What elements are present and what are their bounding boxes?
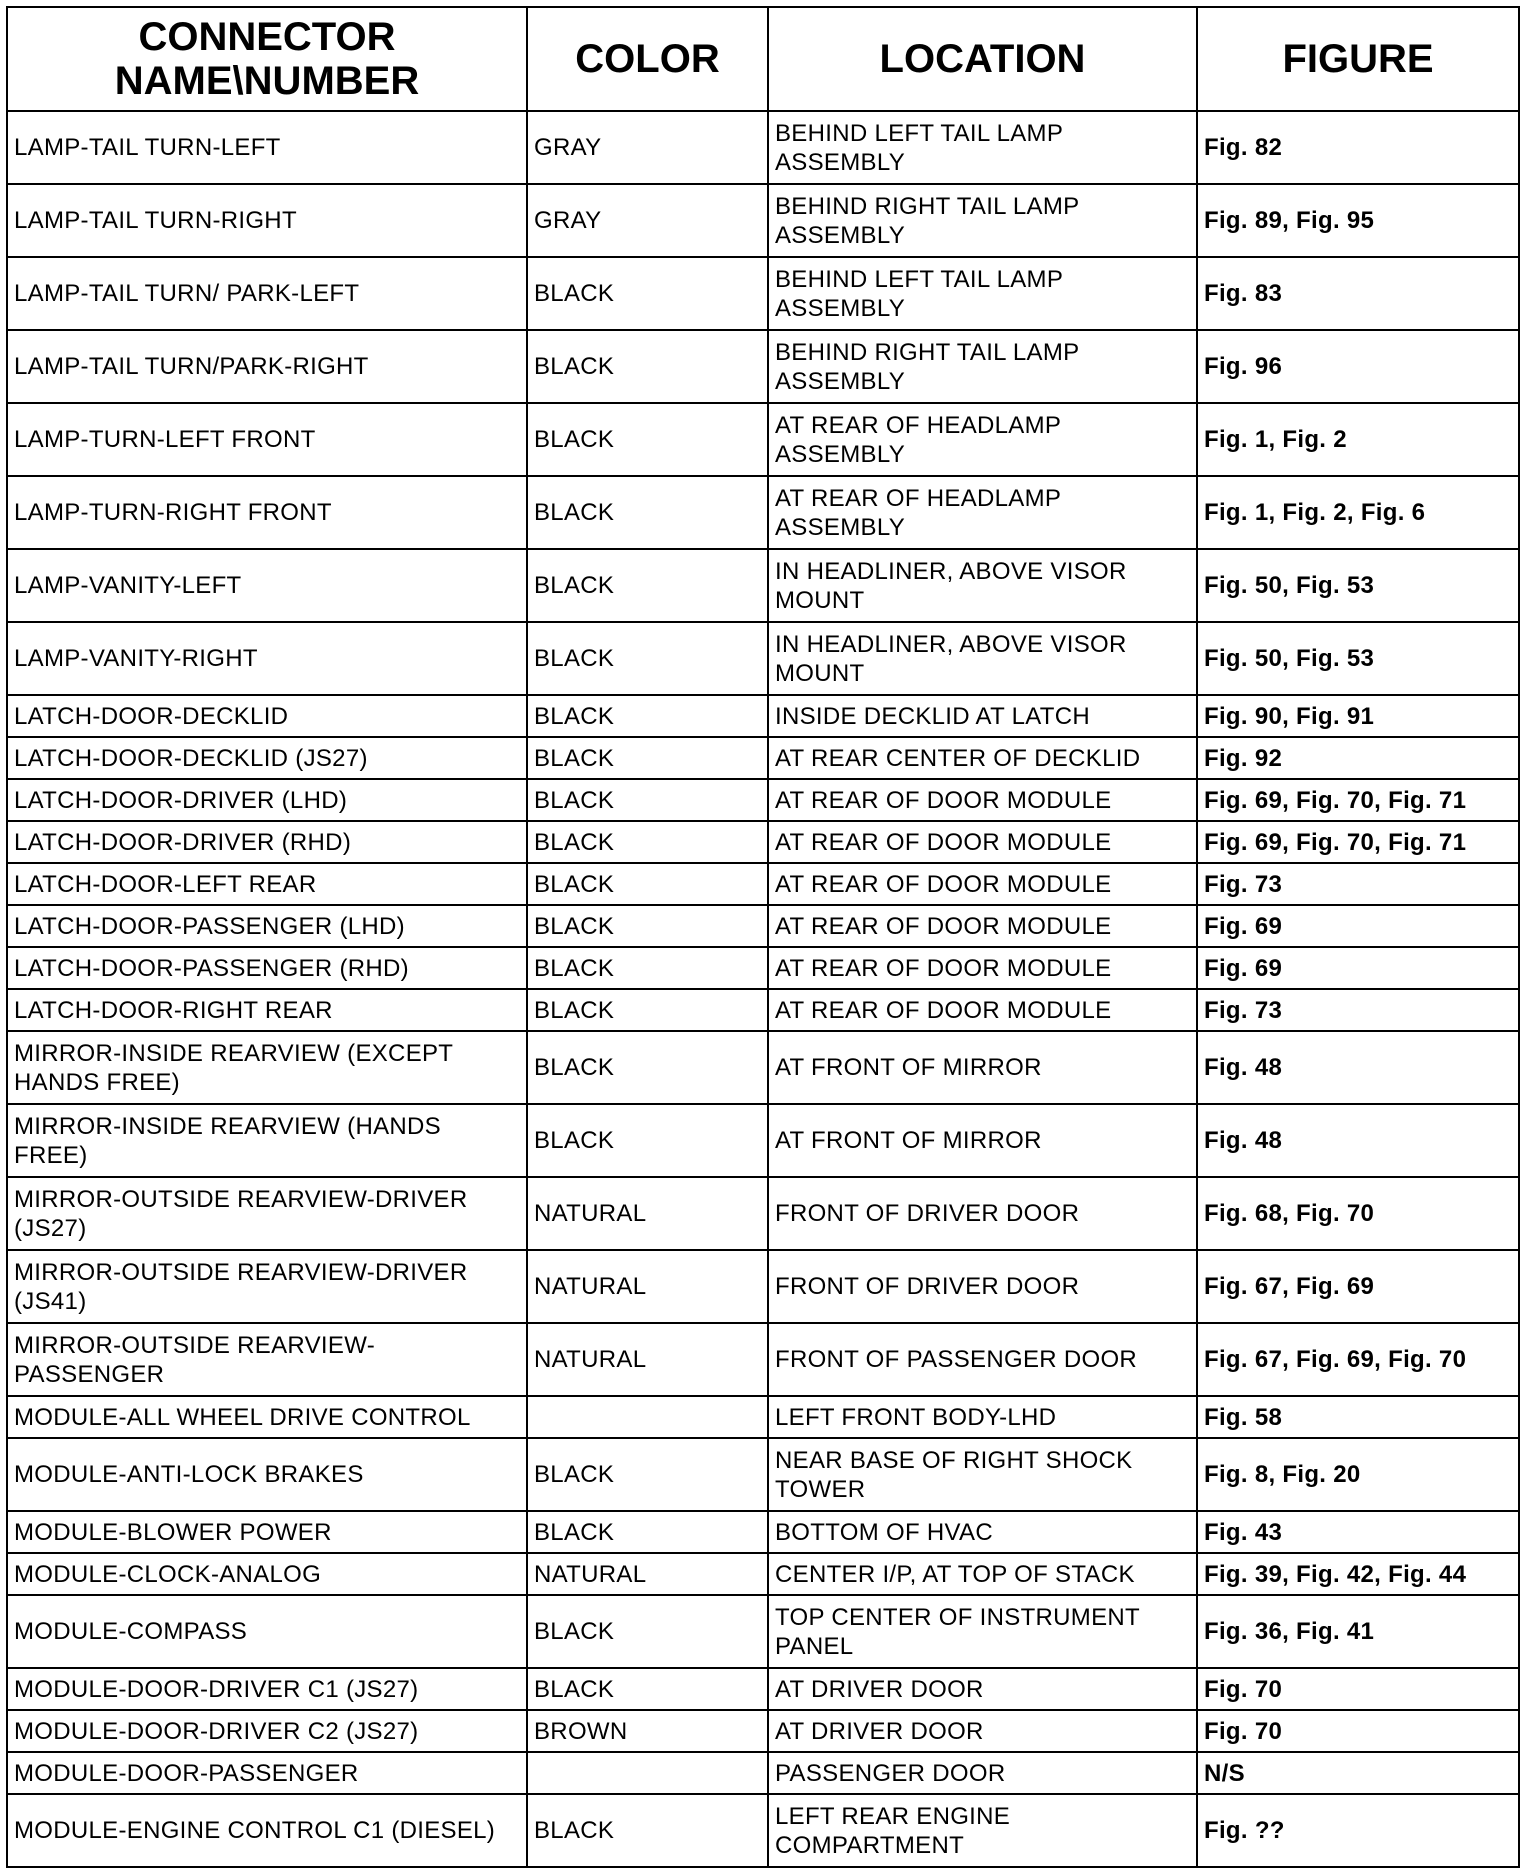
cell-color [527, 1396, 768, 1438]
cell-location: AT DRIVER DOOR [768, 1668, 1197, 1710]
cell-figure: Fig. 96 [1197, 330, 1519, 403]
cell-location: AT REAR OF DOOR MODULE [768, 863, 1197, 905]
cell-figure: Fig. 70 [1197, 1668, 1519, 1710]
cell-connector-name: MODULE-DOOR-PASSENGER [7, 1752, 527, 1794]
cell-color: BLACK [527, 1511, 768, 1553]
cell-figure: Fig. 69 [1197, 905, 1519, 947]
cell-figure: Fig. 1, Fig. 2 [1197, 403, 1519, 476]
table-row [7, 257, 1519, 330]
table-row [7, 184, 1519, 257]
cell-figure: Fig. 50, Fig. 53 [1197, 549, 1519, 622]
cell-connector-name: LATCH-DOOR-DRIVER (LHD) [7, 779, 527, 821]
cell-figure: Fig. 39, Fig. 42, Fig. 44 [1197, 1553, 1519, 1595]
cell-connector-name: LAMP-TAIL TURN-LEFT [7, 111, 527, 184]
cell-figure: Fig. 92 [1197, 737, 1519, 779]
table-row [7, 111, 1519, 184]
cell-connector-name: LATCH-DOOR-DECKLID [7, 695, 527, 737]
cell-location: FRONT OF DRIVER DOOR [768, 1177, 1197, 1250]
cell-figure: Fig. 73 [1197, 863, 1519, 905]
cell-connector-name: LAMP-VANITY-RIGHT [7, 622, 527, 695]
cell-location: TOP CENTER OF INSTRUMENT PANEL [768, 1595, 1197, 1668]
cell-color: BLACK [527, 403, 768, 476]
cell-color: BLACK [527, 1438, 768, 1511]
cell-figure: Fig. 89, Fig. 95 [1197, 184, 1519, 257]
cell-connector-name: LAMP-TURN-RIGHT FRONT [7, 476, 527, 549]
cell-color: BLACK [527, 737, 768, 779]
cell-color: BLACK [527, 549, 768, 622]
cell-color: GRAY [527, 111, 768, 184]
table-row [7, 947, 1519, 989]
table-row [7, 403, 1519, 476]
cell-connector-name: MODULE-ENGINE CONTROL C1 (DIESEL) [7, 1794, 527, 1867]
cell-location: AT REAR OF DOOR MODULE [768, 989, 1197, 1031]
cell-color: BLACK [527, 695, 768, 737]
cell-figure: Fig. 67, Fig. 69 [1197, 1250, 1519, 1323]
cell-connector-name: MODULE-BLOWER POWER [7, 1511, 527, 1553]
cell-location: BEHIND RIGHT TAIL LAMP ASSEMBLY [768, 184, 1197, 257]
cell-location: AT REAR OF DOOR MODULE [768, 905, 1197, 947]
cell-figure: Fig. 82 [1197, 111, 1519, 184]
cell-location: AT REAR OF HEADLAMP ASSEMBLY [768, 403, 1197, 476]
cell-connector-name: MODULE-CLOCK-ANALOG [7, 1553, 527, 1595]
cell-figure: Fig. 1, Fig. 2, Fig. 6 [1197, 476, 1519, 549]
table-row [7, 549, 1519, 622]
header-location: LOCATION [768, 7, 1197, 111]
cell-connector-name: MODULE-COMPASS [7, 1595, 527, 1668]
cell-location: NEAR BASE OF RIGHT SHOCK TOWER [768, 1438, 1197, 1511]
cell-color: BLACK [527, 1794, 768, 1867]
cell-color: NATURAL [527, 1553, 768, 1595]
cell-figure: Fig. ?? [1197, 1794, 1519, 1867]
table-row [7, 737, 1519, 779]
cell-location: LEFT FRONT BODY-LHD [768, 1396, 1197, 1438]
cell-connector-name: MIRROR-INSIDE REARVIEW (HANDS FREE) [7, 1104, 527, 1177]
cell-connector-name: MIRROR-INSIDE REARVIEW (EXCEPT HANDS FREE) [7, 1031, 527, 1104]
cell-location: AT FRONT OF MIRROR [768, 1104, 1197, 1177]
cell-location: FRONT OF PASSENGER DOOR [768, 1323, 1197, 1396]
cell-color: NATURAL [527, 1177, 768, 1250]
cell-connector-name: MIRROR-OUTSIDE REARVIEW-PASSENGER [7, 1323, 527, 1396]
cell-figure: Fig. 69, Fig. 70, Fig. 71 [1197, 821, 1519, 863]
cell-connector-name: MIRROR-OUTSIDE REARVIEW-DRIVER (JS27) [7, 1177, 527, 1250]
cell-color: BLACK [527, 330, 768, 403]
table-row [7, 863, 1519, 905]
cell-connector-name: LATCH-DOOR-LEFT REAR [7, 863, 527, 905]
cell-location: BEHIND LEFT TAIL LAMP ASSEMBLY [768, 257, 1197, 330]
header-color: COLOR [527, 7, 768, 111]
cell-figure: Fig. 50, Fig. 53 [1197, 622, 1519, 695]
table-row [7, 1177, 1519, 1250]
cell-location: BEHIND RIGHT TAIL LAMP ASSEMBLY [768, 330, 1197, 403]
cell-figure: Fig. 69 [1197, 947, 1519, 989]
cell-connector-name: MODULE-DOOR-DRIVER C2 (JS27) [7, 1710, 527, 1752]
cell-connector-name: MODULE-DOOR-DRIVER C1 (JS27) [7, 1668, 527, 1710]
header-figure: FIGURE [1197, 7, 1519, 111]
table-body [7, 111, 1519, 1867]
cell-color: BLACK [527, 476, 768, 549]
header-row [7, 7, 1519, 111]
cell-location: AT REAR OF DOOR MODULE [768, 779, 1197, 821]
cell-connector-name: LAMP-TURN-LEFT FRONT [7, 403, 527, 476]
cell-color: BLACK [527, 622, 768, 695]
cell-location: AT REAR OF DOOR MODULE [768, 821, 1197, 863]
cell-figure: Fig. 68, Fig. 70 [1197, 1177, 1519, 1250]
table-row [7, 1104, 1519, 1177]
table-row [7, 476, 1519, 549]
table-row [7, 1438, 1519, 1511]
cell-location: AT REAR OF DOOR MODULE [768, 947, 1197, 989]
cell-color: GRAY [527, 184, 768, 257]
cell-figure: Fig. 8, Fig. 20 [1197, 1438, 1519, 1511]
table-header [7, 7, 1519, 111]
cell-color: BLACK [527, 989, 768, 1031]
cell-figure: N/S [1197, 1752, 1519, 1794]
cell-connector-name: MODULE-ANTI-LOCK BRAKES [7, 1438, 527, 1511]
cell-figure: Fig. 48 [1197, 1104, 1519, 1177]
table-row [7, 1250, 1519, 1323]
cell-color: BLACK [527, 905, 768, 947]
cell-connector-name: LATCH-DOOR-RIGHT REAR [7, 989, 527, 1031]
cell-connector-name: LATCH-DOOR-DECKLID (JS27) [7, 737, 527, 779]
cell-location: AT REAR OF HEADLAMP ASSEMBLY [768, 476, 1197, 549]
cell-color: BLACK [527, 1031, 768, 1104]
cell-location: FRONT OF DRIVER DOOR [768, 1250, 1197, 1323]
cell-color: BLACK [527, 1595, 768, 1668]
cell-location: AT FRONT OF MIRROR [768, 1031, 1197, 1104]
cell-figure: Fig. 43 [1197, 1511, 1519, 1553]
cell-connector-name: LAMP-TAIL TURN-RIGHT [7, 184, 527, 257]
table-row [7, 622, 1519, 695]
cell-figure: Fig. 48 [1197, 1031, 1519, 1104]
cell-color: BLACK [527, 779, 768, 821]
cell-connector-name: LATCH-DOOR-DRIVER (RHD) [7, 821, 527, 863]
cell-connector-name: MODULE-ALL WHEEL DRIVE CONTROL [7, 1396, 527, 1438]
table-row [7, 330, 1519, 403]
table-row [7, 779, 1519, 821]
cell-connector-name: LAMP-TAIL TURN/ PARK-LEFT [7, 257, 527, 330]
cell-location: BEHIND LEFT TAIL LAMP ASSEMBLY [768, 111, 1197, 184]
cell-location: AT DRIVER DOOR [768, 1710, 1197, 1752]
table-row [7, 1323, 1519, 1396]
cell-figure: Fig. 83 [1197, 257, 1519, 330]
cell-connector-name: LATCH-DOOR-PASSENGER (LHD) [7, 905, 527, 947]
cell-figure: Fig. 67, Fig. 69, Fig. 70 [1197, 1323, 1519, 1396]
table-row [7, 1396, 1519, 1438]
cell-location: IN HEADLINER, ABOVE VISOR MOUNT [768, 622, 1197, 695]
table-row [7, 1511, 1519, 1553]
cell-figure: Fig. 90, Fig. 91 [1197, 695, 1519, 737]
cell-color: BLACK [527, 821, 768, 863]
table-row [7, 1595, 1519, 1668]
cell-color [527, 1752, 768, 1794]
table-row [7, 1752, 1519, 1794]
header-connector-name: CONNECTOR NAME\NUMBER [7, 7, 527, 111]
cell-location: AT REAR CENTER OF DECKLID [768, 737, 1197, 779]
table-row [7, 695, 1519, 737]
table-row [7, 1710, 1519, 1752]
cell-figure: Fig. 70 [1197, 1710, 1519, 1752]
table-row [7, 1553, 1519, 1595]
cell-location: CENTER I/P, AT TOP OF STACK [768, 1553, 1197, 1595]
cell-color: BLACK [527, 1104, 768, 1177]
cell-color: BLACK [527, 1668, 768, 1710]
table-row [7, 905, 1519, 947]
cell-location: IN HEADLINER, ABOVE VISOR MOUNT [768, 549, 1197, 622]
cell-location: PASSENGER DOOR [768, 1752, 1197, 1794]
cell-figure: Fig. 36, Fig. 41 [1197, 1595, 1519, 1668]
cell-color: NATURAL [527, 1250, 768, 1323]
cell-color: BLACK [527, 863, 768, 905]
cell-figure: Fig. 73 [1197, 989, 1519, 1031]
table-row [7, 1668, 1519, 1710]
cell-connector-name: LAMP-TAIL TURN/PARK-RIGHT [7, 330, 527, 403]
cell-location: BOTTOM OF HVAC [768, 1511, 1197, 1553]
table-row [7, 1031, 1519, 1104]
cell-color: NATURAL [527, 1323, 768, 1396]
table-row [7, 1794, 1519, 1867]
table-row [7, 989, 1519, 1031]
connector-table [6, 6, 1520, 1868]
cell-location: INSIDE DECKLID AT LATCH [768, 695, 1197, 737]
cell-connector-name: LAMP-VANITY-LEFT [7, 549, 527, 622]
cell-color: BROWN [527, 1710, 768, 1752]
cell-color: BLACK [527, 257, 768, 330]
cell-connector-name: LATCH-DOOR-PASSENGER (RHD) [7, 947, 527, 989]
cell-connector-name: MIRROR-OUTSIDE REARVIEW-DRIVER (JS41) [7, 1250, 527, 1323]
cell-figure: Fig. 69, Fig. 70, Fig. 71 [1197, 779, 1519, 821]
cell-figure: Fig. 58 [1197, 1396, 1519, 1438]
cell-color: BLACK [527, 947, 768, 989]
cell-location: LEFT REAR ENGINE COMPARTMENT [768, 1794, 1197, 1867]
table-row [7, 821, 1519, 863]
